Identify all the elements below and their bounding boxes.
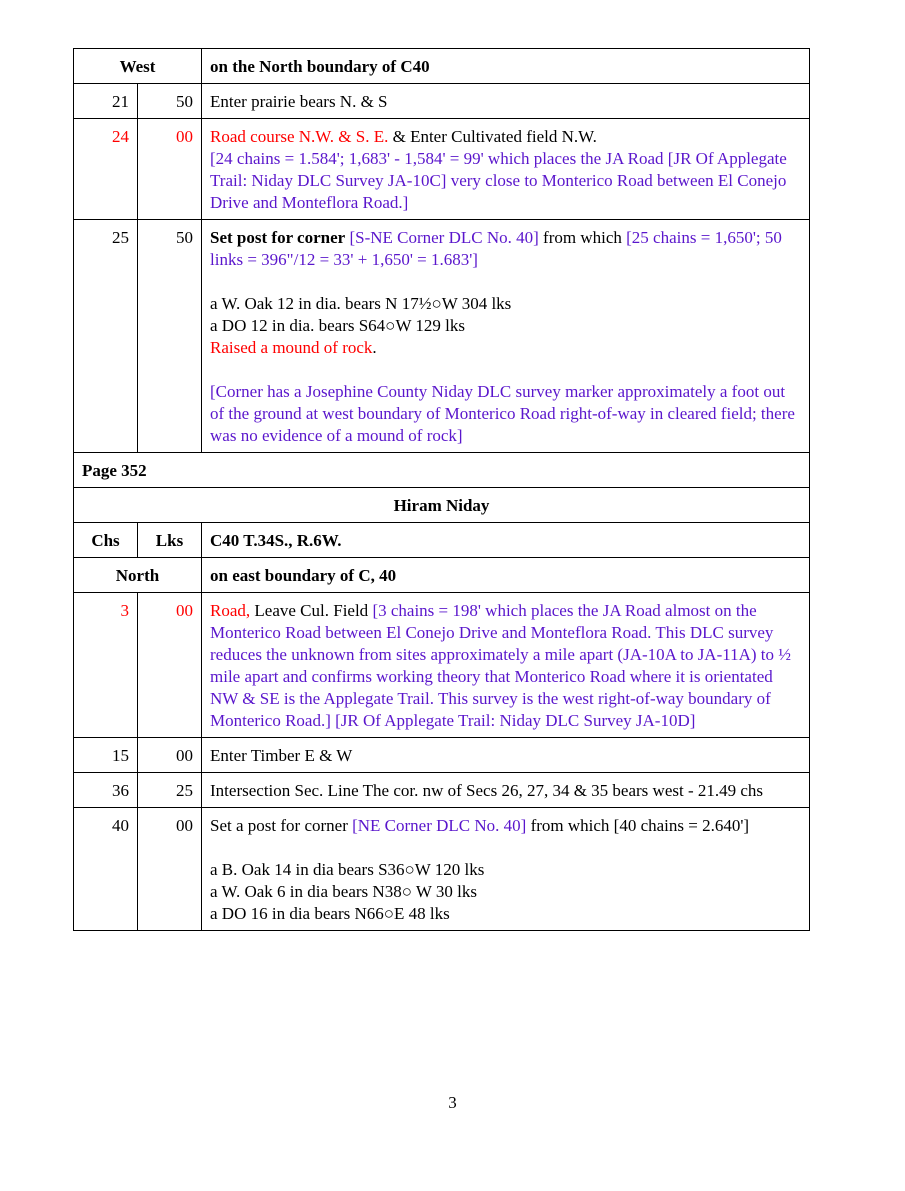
- links-cell: 50: [138, 220, 202, 453]
- survey-notes-table: [73, 48, 810, 931]
- bearing-tree: a W. Oak 12 in dia. bears N 17½○W 304 lks: [210, 294, 512, 313]
- location-header: C40 T.34S., R.6W.: [202, 523, 810, 558]
- corner-reference: [NE Corner DLC No. 40]: [352, 816, 527, 835]
- notes-cell: Enter Timber E & W: [202, 738, 810, 773]
- links-header: Lks: [138, 523, 202, 558]
- chains-cell: 40: [74, 808, 138, 931]
- table-row: [74, 453, 810, 488]
- chains-header: Chs: [74, 523, 138, 558]
- period-text: .: [372, 338, 377, 357]
- table-row: [74, 488, 810, 523]
- table-row: [74, 738, 810, 773]
- notes-cell: Intersection Sec. Line The cor. nw of Secs 26, 27, 34 & 35 bears west - 21.49 chs: [202, 773, 810, 808]
- links-cell: 00: [138, 738, 202, 773]
- table-row: [74, 523, 810, 558]
- page-reference: Page 352: [74, 453, 810, 488]
- corner-reference: [S-NE Corner DLC No. 40]: [345, 228, 539, 247]
- links-cell: 00: [138, 119, 202, 220]
- chains-cell: 15: [74, 738, 138, 773]
- set-post-text: Set post for corner: [210, 228, 346, 247]
- notes-cell: [202, 119, 810, 220]
- links-cell: 00: [138, 593, 202, 738]
- notes-cell: [202, 593, 810, 738]
- boundary-cell: on east boundary of C, 40: [202, 558, 810, 593]
- boundary-cell: on the North boundary of C40: [202, 49, 810, 84]
- distance-calculation: [25 chains = 1,650'; 50 links = 396"/12 = 33' + 1,650' = 1.683']: [210, 228, 782, 269]
- table-row: [74, 119, 810, 220]
- chains-cell: 25: [74, 220, 138, 453]
- links-cell: 50: [138, 84, 202, 119]
- from-which-text: from which: [538, 228, 627, 247]
- bearing-tree: a DO 12 in dia. bears S64○W 129 lks: [210, 316, 466, 335]
- chains-cell: 3: [74, 593, 138, 738]
- mound-text: Raised a mound of rock: [210, 338, 373, 357]
- bearing-tree: a DO 16 in dia bears N66○E 48 lks: [210, 904, 450, 923]
- chains-cell: 36: [74, 773, 138, 808]
- table-row: [74, 773, 810, 808]
- editor-note: [3 chains = 198' which places the JA Road almost on the Monterico Road between El Conejo Drive and Monteflora Road. This DLC survey reduces the unknown from sites approximately a mile apart (JA-10A to JA-11A) to ½ mile apart and confirms working theory that Monterico Road where it is orientated NW & SE is the Applegate Trail. This survey is the west right-of-way boundary of Monterico Road.] [JR Of Applegate Trail: Niday DLC Survey JA-10D]: [210, 601, 792, 730]
- table-row: [74, 558, 810, 593]
- cultivated-field-text: & Enter Cultivated field N.W.: [388, 127, 597, 146]
- chains-cell: 21: [74, 84, 138, 119]
- page-number: 3: [448, 1093, 457, 1112]
- table-row: [74, 49, 810, 84]
- table-row: [74, 84, 810, 119]
- set-post-text: Set a post for corner: [210, 816, 353, 835]
- links-cell: 00: [138, 808, 202, 931]
- bearing-tree: a W. Oak 6 in dia bears N38○ W 30 lks: [210, 882, 477, 901]
- notes-cell: [202, 808, 810, 931]
- editor-note: [24 chains = 1.584'; 1,683' - 1,584' = 99' which places the JA Road [JR Of Applegate Trail: Niday DLC Survey JA-10C] very close to Monterico Road between El Conejo Drive and Monteflora Road.]: [210, 149, 787, 212]
- editor-note: [Corner has a Josephine County Niday DLC survey marker approximately a foot out of the ground at west boundary of Monterico Road right-of-way in cleared field; there was no evidence of a mound of rock]: [210, 382, 795, 445]
- table-row: [74, 593, 810, 738]
- claimant-name: Hiram Niday: [74, 488, 810, 523]
- links-cell: 25: [138, 773, 202, 808]
- notes-cell: [202, 220, 810, 453]
- table-row: [74, 220, 810, 453]
- notes-cell: Enter prairie bears N. & S: [202, 84, 810, 119]
- road-course-text: Road course N.W. & S. E.: [210, 127, 389, 146]
- bearing-tree: a B. Oak 14 in dia bears S36○W 120 lks: [210, 860, 485, 879]
- from-which-text: from which [40 chains = 2.640']: [526, 816, 750, 835]
- leave-field-text: Leave Cul. Field: [250, 601, 373, 620]
- direction-cell: West: [74, 49, 202, 84]
- table-row: [74, 808, 810, 931]
- direction-cell: North: [74, 558, 202, 593]
- chains-cell: 24: [74, 119, 138, 220]
- road-text: Road,: [210, 601, 251, 620]
